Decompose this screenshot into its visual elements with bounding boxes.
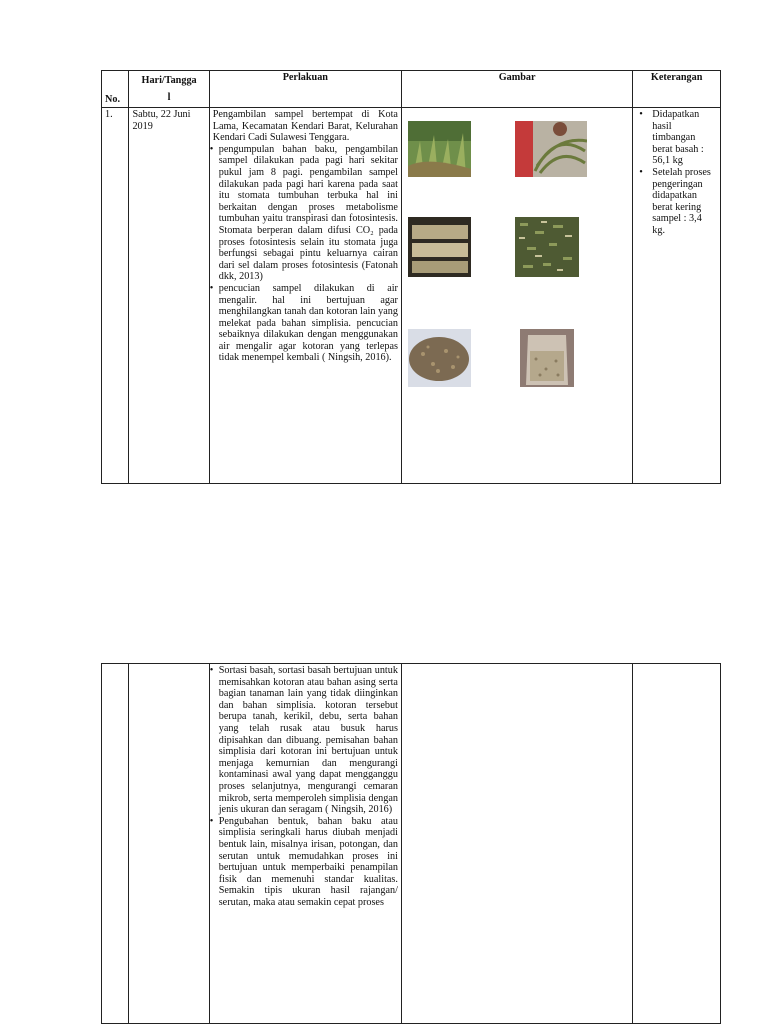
bullet-icon: • <box>209 665 214 676</box>
chopped-leaves-photo <box>515 217 579 277</box>
intro-text: Pengambilan sampel bertempat di Kota Lama, Kecamatan Kendari Barat, Kelurahan Kendari Cadi Sulawesi Tenggara. <box>212 109 398 144</box>
observation-table <box>101 70 721 484</box>
perlakuan-cell <box>209 664 401 1024</box>
header-no: No. <box>102 71 129 108</box>
bullet-text: pencucian sampel dilakukan di air mengalir. hal ini bertujuan agar menghilangkan tanah dan kotoran lain yang melekat pada bahan simplisia. pencucian sebaiknya dilakukan dengan menggunakan air mengalir agar kotoran yang terlepas tidak menempel kembali ( Ningsih, 2016). <box>218 282 398 364</box>
row-date: Sabtu, 22 Juni 2019 <box>129 108 209 484</box>
drying-tray-photo <box>408 217 471 277</box>
table-row <box>102 108 721 484</box>
bullet-text: Pengubahan bentuk, bahan baku atau simplisia seringkali harus diubah menjadi bentuk lain, misalnya irisan, potongan, dan serutan untuk memudahkan proses ini bertujuan untuk memperbaiki penampilan fisik dan memenuhi standar kualitas. Semakin tipis ukuran hasil rajangan/ serutan, maka atau semakin cepat proses <box>218 815 398 908</box>
row-number: 1. <box>102 108 129 484</box>
header-keterangan: Keterangan <box>633 71 721 108</box>
bullet-icon: • <box>209 143 214 155</box>
bullet-item <box>209 143 398 283</box>
bullet-text: pengumpulan bahan baku, pengambilan sampel dilakukan pada pagi hari sekitar pukul jam 8 pagi. pengambilan sampel dilakukan pada pagi hari karena pada saat itu stomata tumbuhan terbuka hal ini berkaitan dengan proses metabolisme tumbuhan yaitu transpirasi dan fotosintesis. Stomata berperan dalam difusi CO₂ pada proses fotosintesis selain itu stomata juga berfungsi sebagai pintu keluarnya cairan dari sel dalam proses fotosintesis (Fatonah dkk, 2013) <box>218 143 398 283</box>
bagged-simplisia-photo <box>520 329 574 387</box>
photo-grid <box>405 109 629 482</box>
row-number <box>102 664 129 1024</box>
ket-dry-weight: Setelah proses pengeringan didapatkan berat kering sampel : 3,4 kg. <box>652 166 711 236</box>
list-item <box>636 167 717 237</box>
table-row <box>102 664 721 1024</box>
gambar-cell <box>401 108 632 484</box>
row-date <box>129 664 209 1024</box>
list-item <box>636 109 717 167</box>
bullet-icon: • <box>209 815 214 827</box>
bullet-item <box>209 665 398 816</box>
observation-table-continued <box>101 663 721 1024</box>
ket-wet-weight: Didapatkan hasil timbangan berat basah : 56,1 kg <box>652 109 704 167</box>
washing-sample-photo <box>515 121 587 177</box>
bullet-icon: • <box>209 282 214 294</box>
bullet-icon: • <box>639 166 643 178</box>
header-row <box>102 71 721 108</box>
gambar-cell <box>401 664 632 1024</box>
header-perlakuan: Perlakuan <box>209 71 401 108</box>
keterangan-list <box>636 109 717 237</box>
keterangan-cell <box>633 664 721 1024</box>
keterangan-cell <box>633 108 721 484</box>
bullet-item <box>209 815 398 909</box>
dried-simplisia-photo <box>408 329 471 387</box>
plant-field-photo <box>408 121 471 177</box>
bullet-item <box>209 282 398 364</box>
perlakuan-cell <box>209 108 401 484</box>
header-date: Hari/Tangga l <box>129 71 209 108</box>
bullet-icon: • <box>639 109 643 120</box>
header-gambar: Gambar <box>401 71 632 108</box>
bullet-text: Sortasi basah, sortasi basah bertujuan untuk memisahkan kotoran atau bahan asing serta bagian tanaman lain yang tidak diinginkan dan bahan simplisia. kotoran tersebut berupa tanah, kerikil, debu, serta bahan yang telah rusak atau busuk harus dipisahkan dan dibuang. pemisahan bahan simplisia dari kotoran ini bertujuan untuk menjaga kemurnian dan mengurangi kontaminasi awal yang dapat mengganggu proses selanjutnya, mengurangi cemaran mikrob, serta memperoleh simplisia dengan jenis ukuran dan seragam ( Ningsih, 2016) <box>218 665 398 816</box>
